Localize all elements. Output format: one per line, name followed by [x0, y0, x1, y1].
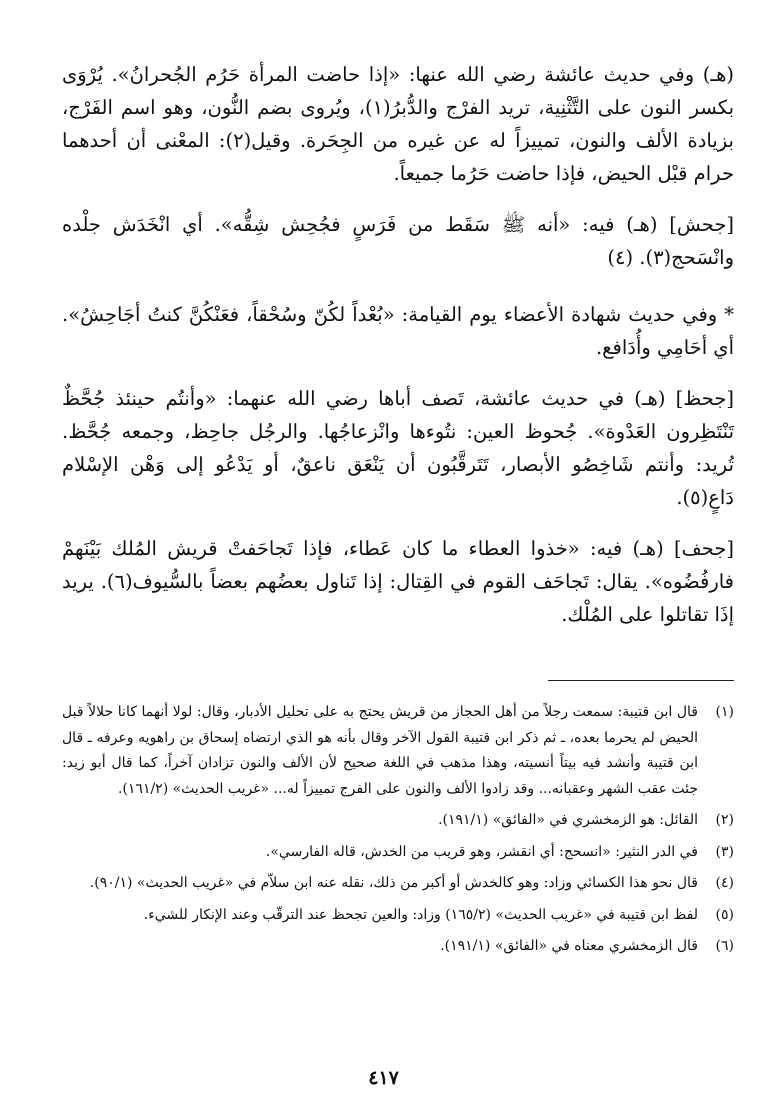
paragraph-jahsh: [جحش] (هـ) فيه: «أنه ﷺ سَقَط من فَرَسٍ فجُحِش شِقُّه». أي انْخَدَش جلْده وانْسَحج(٣). (٤)	[62, 213, 734, 269]
footnote-text: في الدر النثير: «انسحج: أي انقشر، وهو قريب من الخدش، قاله الفارسي».	[265, 843, 698, 860]
footnote-text: قال الزمخشري معناه في «الفائق» (١٩١/١).	[440, 938, 698, 954]
page-number: ٤١٧	[368, 1067, 399, 1089]
footnote-number: (١)	[715, 704, 734, 720]
paragraph-jahz: [جحظ] (هـ) في حديث عائشة، تَصف أباها رضي الله عنهما: «وأنتُم حينئذ جُحَّظٌ تَنْتَظِرون العَدْوة». جُحوظ العين: نتُوءها وانْزعاجُها. والرجُل جاحِظ، وجمعه جُحَّظ. تُريد: وأنتم شَاخِصُو الأبصار، تَتَرقَّبُون أن يَنْعَق ناعقٌ، أو يَدْعُو إلى وَهْن الإسْلام دَاعٍ(٥).	[62, 387, 734, 509]
footnote-text: قال نحو هذا الكسائي وزاد: وهو كالخدش أو أكبر من ذلك، نقله عنه ابن سلاّم في «غريب الحديث» (٩٠/١).	[89, 875, 698, 891]
footnote-number: (٣)	[715, 843, 734, 860]
footnote-2	[62, 808, 734, 834]
paragraph-ajahish: * وفي حديث شهادة الأعضاء يوم القيامة: «بُعْداً لكُنّ وسُحْقاً، فعَنْكُنَّ كنتُ أجَاحِشُ». أي أحَامِي وأُدَافع.	[62, 303, 734, 359]
footnote-number: (٥)	[715, 906, 734, 923]
paragraph-jahf: [جحف] (هـ) فيه: «خذوا العطاء ما كان عَطاء، فإذا تَجاحَفتْ قريش المُلك بَيْنَهمْ فارفُضُوه». يقال: تَجاحَف القوم في القِتال: إذا تَناول بعضُهم بعضاً بالسُّيوف(٦). يريد إذَا تقاتلوا على المُلْك.	[62, 537, 735, 626]
footnote-1	[62, 700, 734, 802]
paragraph-jahr: (هـ) وفي حديث عائشة رضي الله عنها: «إذا حاضت المرأة حَرُم الجُحرانُ». يُرْوَى بكسر النون على التَّثْنِية، تريد الفرْج والدُّبرُ(١)، ويُروى بضم النُّون، وهو اسم الفَرْج، بزيادة الألف والنون، تمييزاً له عن غيره من الجِحَرة. وقيل(٢): المعْنى أن أحدهما حرام قبْل الحيض، فإذا حاضت حَرُما جميعاً.	[62, 63, 734, 185]
footnote-separator	[548, 680, 734, 681]
footnote-6	[62, 934, 734, 960]
footnotes	[62, 700, 734, 966]
footnote-number: (٢)	[715, 812, 734, 828]
footnote-number: (٦)	[715, 938, 734, 954]
footnote-number: (٤)	[715, 875, 734, 891]
footnote-text: القائل: هو الزمخشري في «الفائق» (١٩١/١).	[438, 812, 698, 828]
footnote-3	[62, 840, 734, 866]
footnote-5	[62, 903, 734, 929]
main-text	[62, 58, 734, 649]
footnote-text: لفظ ابن قتيبة في «غريب الحديث» (١٦٥/٢) وزاد: والعين تجحظ عند الترقّب وعند الإنكار للشيء.	[143, 906, 698, 923]
footnote-text: قال ابن قتيبة: سمعت رجلاً من أهل الحجاز من قريش يحتج به على تحليل الأدبار، وقال: لولا أنهما كانا حلالاً قبل الحيض لم يحرما بعده، ـ ثم ذكر ابن قتيبة القول الآخر وقال بأنه هو الذي ارتضاه إسحاق بن راهويه وعرفه ـ قال ابن قتيبة وأنشد فيه بيتاً أنسيته، وهذا مذهب في اللغة صحيح لأن الألف والنون تزادان آخراً، كما قال أبو زيد: جئت عقب الشهر وعقبانه... وقد زادوا الألف والنون على الفرج تمييزاً له... «غريب الحديث» (١٦١/٢).	[62, 704, 698, 797]
footnote-4	[62, 871, 734, 897]
